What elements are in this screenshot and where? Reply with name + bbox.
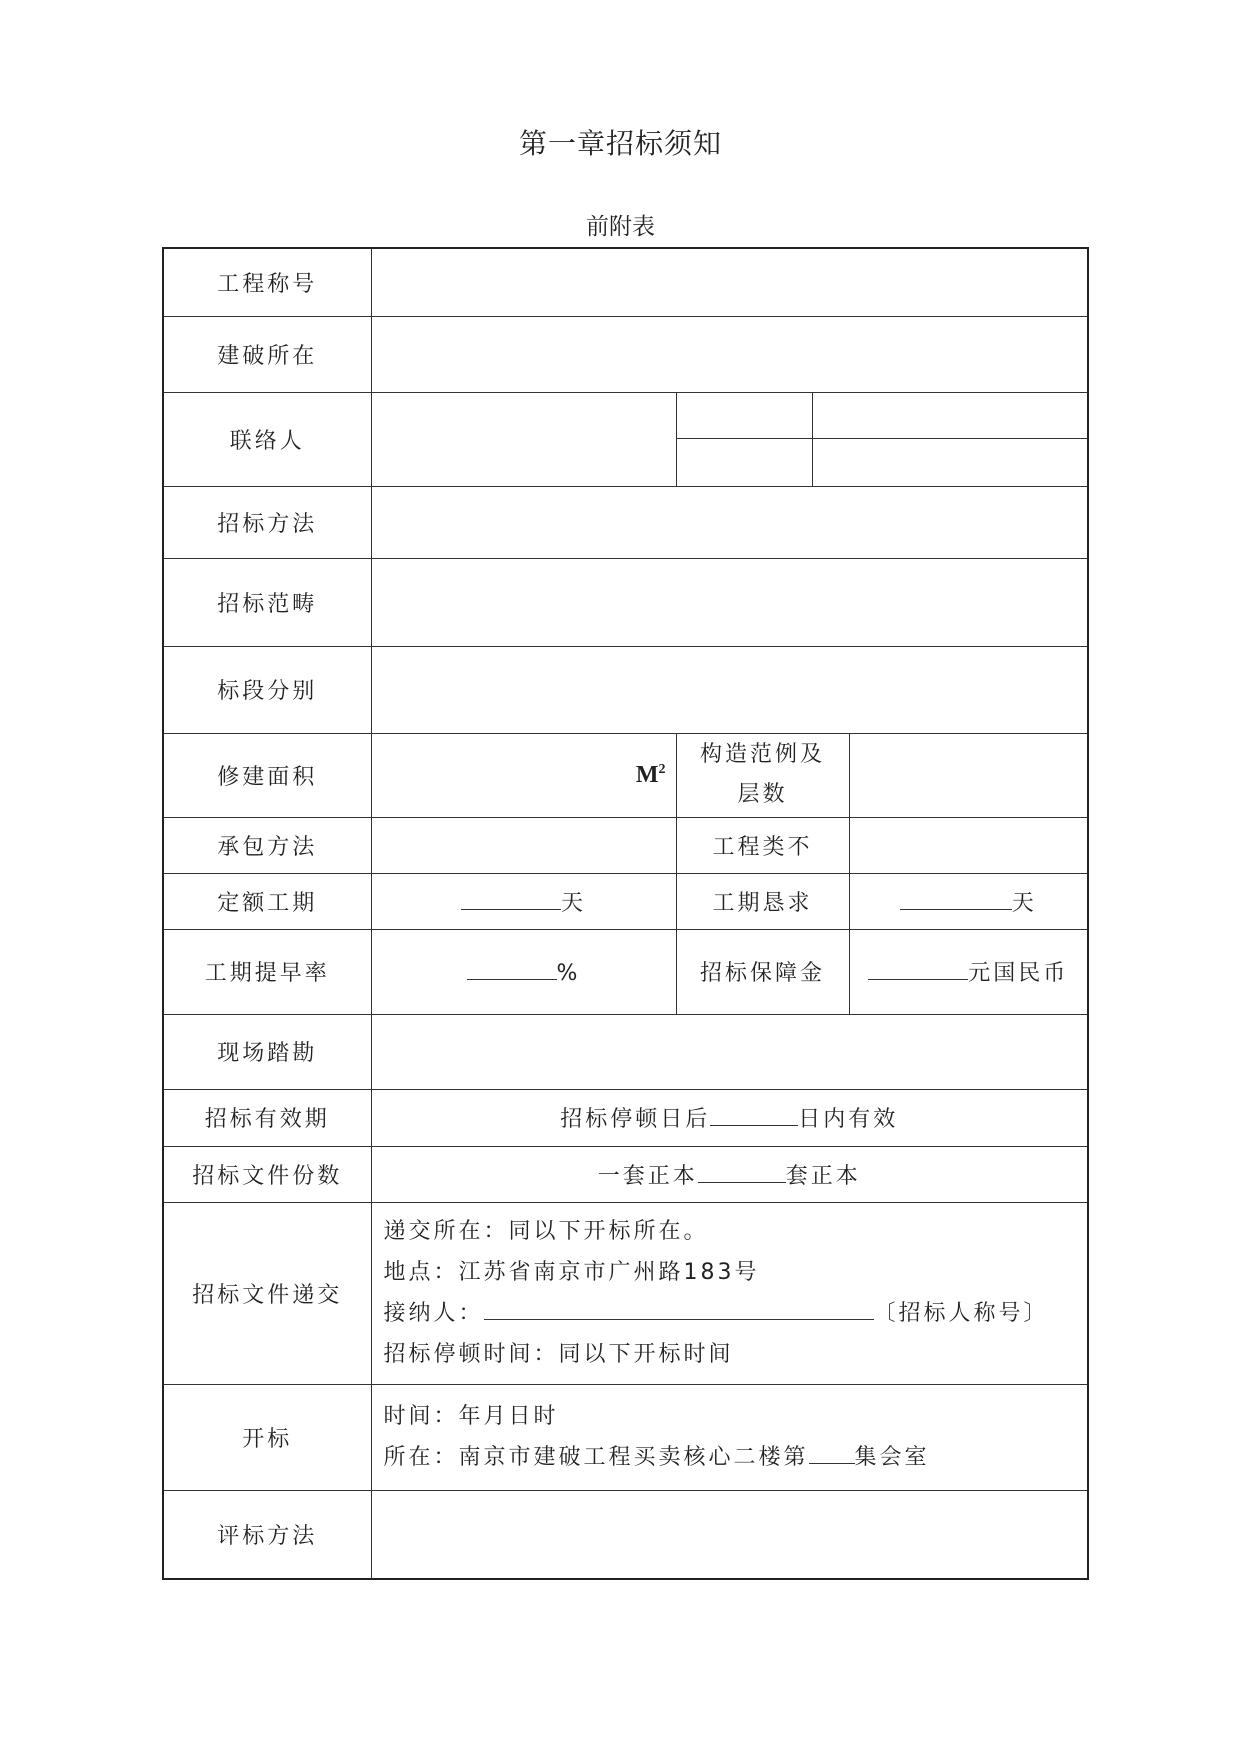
submission-place: 递交所在：同以下开标所在。 [383, 1219, 709, 1244]
table-row [163, 733, 1088, 817]
value-project-category [849, 817, 1088, 873]
fill-blank [710, 1103, 798, 1126]
submission-deadline: 招标停顿时间：同以下开标时间 [383, 1342, 734, 1367]
table-row [163, 646, 1088, 733]
value-bid-scope [371, 558, 1088, 646]
label-quota-period: 定额工期 [163, 873, 371, 929]
value-submission [371, 1202, 1088, 1384]
fill-blank [900, 887, 1012, 910]
value-contract-method [371, 817, 676, 873]
table-row [163, 929, 1088, 1014]
fill-blank [484, 1297, 874, 1320]
value-bid-method [371, 486, 1088, 558]
label-contact: 联络人 [163, 392, 371, 486]
table-row [163, 486, 1088, 558]
label-bid-method: 招标方法 [163, 486, 371, 558]
contact-cell [676, 438, 812, 486]
table-row [163, 817, 1088, 873]
value-opening [371, 1384, 1088, 1490]
bid-notice-table [162, 247, 1089, 1580]
value-construction-site [371, 316, 1088, 392]
label-early-rate: 工期提早率 [163, 929, 371, 1014]
value-project-name [371, 248, 1088, 316]
value-bid-bond: 元国民币 [849, 929, 1088, 1014]
fill-blank [868, 957, 968, 980]
table-row [163, 558, 1088, 646]
table-row [163, 1146, 1088, 1202]
table-row [163, 1014, 1088, 1089]
area-unit: $M^2$ [635, 761, 666, 788]
value-area [371, 733, 676, 817]
label-project-name: 工程称号 [163, 248, 371, 316]
fill-blank [698, 1160, 786, 1183]
opening-place: 所在：南京市建破工程买卖核心二楼第 集会室 [384, 1437, 1078, 1478]
value-site-visit [371, 1014, 1088, 1089]
table-row [163, 392, 1088, 438]
value-quota-period: 天 [371, 873, 676, 929]
value-validity: 招标停顿日后 日内有效 [371, 1089, 1088, 1146]
table-row [163, 1202, 1088, 1384]
submission-receiver: 接纳人： 〔招标人称号〕 [384, 1293, 1078, 1334]
submission-address: 地点：江苏省南京市广州路183号 [383, 1260, 760, 1285]
table-caption: 前附表 [586, 214, 655, 240]
table-row [163, 316, 1088, 392]
label-bid-scope: 招标范畴 [163, 558, 371, 646]
opening-time: 时间：年月日时 [383, 1404, 559, 1429]
label-submission: 招标文件递交 [163, 1202, 371, 1384]
value-structure [849, 733, 1088, 817]
label-copies: 招标文件份数 [163, 1146, 371, 1202]
label-opening: 开标 [163, 1384, 371, 1490]
table-row [163, 1089, 1088, 1146]
contact-cell [812, 438, 1088, 486]
label-construction-site: 建破所在 [163, 316, 371, 392]
fill-blank [467, 957, 557, 980]
value-copies: 一套正本 套正本 [371, 1146, 1088, 1202]
fill-blank [461, 887, 561, 910]
value-contact [371, 392, 676, 486]
table-row [163, 873, 1088, 929]
value-period-request: 天 [849, 873, 1088, 929]
label-evaluation: 评标方法 [163, 1490, 371, 1579]
label-validity: 招标有效期 [163, 1089, 371, 1146]
value-early-rate: % [371, 929, 676, 1014]
label-area: 修建面积 [163, 733, 371, 817]
contact-cell [676, 392, 812, 438]
contact-cell [812, 392, 1088, 438]
label-site-visit: 现场踏勘 [163, 1014, 371, 1089]
table-row [163, 248, 1088, 316]
table-row [163, 1384, 1088, 1490]
page-title: 第一章招标须知 [518, 127, 722, 160]
fill-blank [809, 1441, 855, 1464]
label-structure: 构造范例及 层数 [676, 733, 849, 817]
value-evaluation [371, 1490, 1088, 1579]
value-sections [371, 646, 1088, 733]
label-bid-bond: 招标保障金 [676, 929, 849, 1014]
label-contract-method: 承包方法 [163, 817, 371, 873]
label-period-request: 工期恳求 [676, 873, 849, 929]
label-sections: 标段分别 [163, 646, 371, 733]
label-project-category: 工程类不 [676, 817, 849, 873]
table-row [163, 1490, 1088, 1579]
